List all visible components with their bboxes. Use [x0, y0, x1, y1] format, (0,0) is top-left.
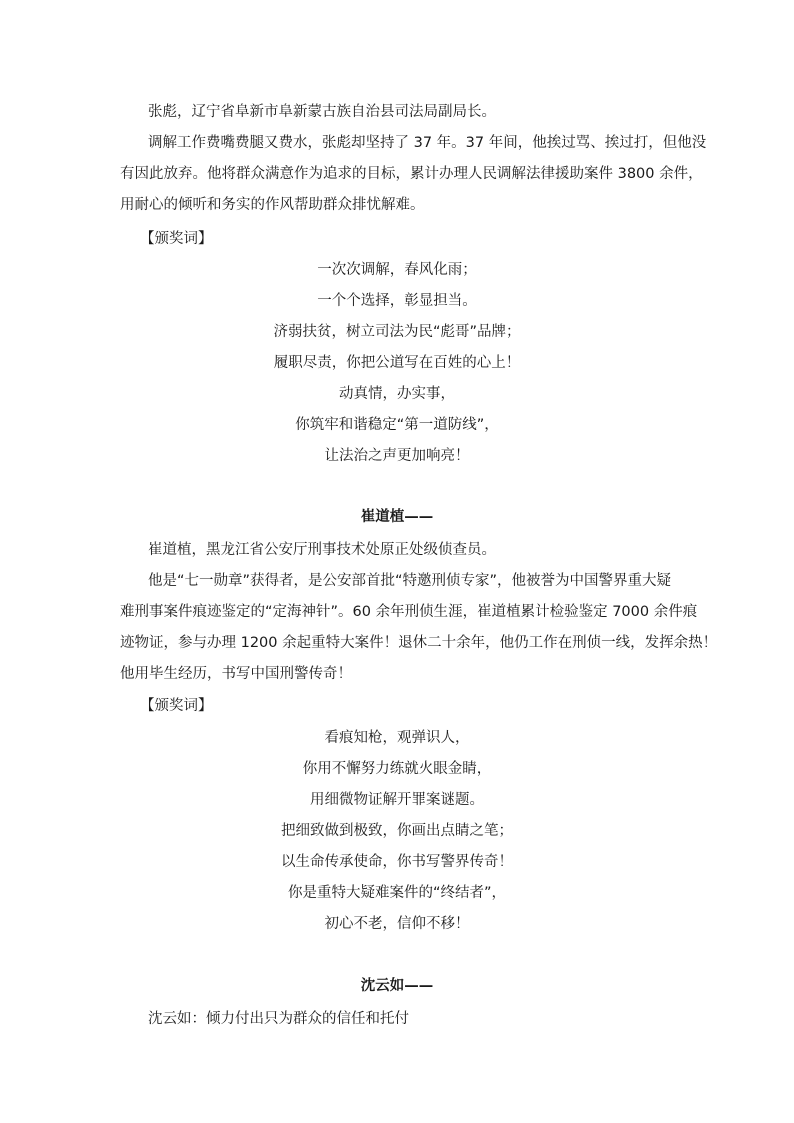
award-line: 用细微物证解开罪案谜题。	[310, 792, 484, 808]
section-heading-cuidaozhi: 崔道植——	[360, 509, 434, 525]
paragraph-line: 迹物证，参与办理 1200 余起重特大案件！退休二十余年，他仍工作在刑侦一线，发挥余热！	[120, 635, 718, 651]
award-line: 你筑牢和谐稳定“第一道防线”，	[295, 417, 499, 433]
paragraph-line: 难刑事案件痕迹鉴定的“定海神针”。60 余年刑侦生涯，崔道植累计检验鉴定 7000 余件痕	[120, 604, 698, 620]
award-line: 济弱扶贫，树立司法为民“彪哥”品牌；	[273, 324, 521, 340]
award-label: 【颁奖词】	[140, 698, 213, 714]
intro-shenyunru: 沈云如：倾力付出只为群众的信任和托付	[148, 1011, 409, 1027]
intro-cuidaozhi: 崔道植，黑龙江省公安厅刑事技术处原正处级侦查员。	[148, 542, 496, 558]
paragraph-line: 他用毕生经历，书写中国刑警传奇！	[120, 666, 352, 682]
award-line: 以生命传承使命，你书写警界传奇！	[281, 854, 513, 870]
paragraph-line: 有因此放弃。他将群众满意作为追求的目标，累计办理人民调解法律援助案件 3800 余件，	[120, 166, 703, 182]
award-line: 把细致做到极致，你画出点睛之笔；	[281, 823, 513, 839]
award-line: 初心不老，信仰不移！	[324, 916, 470, 932]
award-line: 让法治之声更加响亮！	[324, 448, 470, 464]
award-line: 一个个选择，彰显担当。	[317, 293, 477, 309]
paragraph-line: 调解工作费嘴费腿又费水，张彪却坚持了 37 年。37 年间，他挨过骂、挨过打，但他没	[148, 135, 707, 151]
award-line: 你是重特大疑难案件的“终结者”，	[287, 885, 507, 901]
paragraph-line: 用耐心的倾听和务实的作风帮助群众排忧解难。	[120, 197, 425, 213]
paragraph-line: 他是“七一勋章”获得者，是公安部首批“特邀刑侦专家”，他被誉为中国警界重大疑	[148, 573, 672, 589]
award-label: 【颁奖词】	[140, 231, 213, 247]
award-line: 看痕知枪，观弹识人，	[324, 730, 470, 746]
award-line: 一次次调解，春风化雨；	[317, 262, 477, 278]
award-line: 你用不懈努力练就火眼金睛，	[302, 761, 492, 777]
section-heading-shenyunru: 沈云如——	[360, 978, 434, 994]
award-line: 动真情，办实事，	[339, 386, 455, 402]
award-line: 履职尽责，你把公道写在百姓的心上！	[273, 355, 521, 371]
intro-zhangbiao: 张彪，辽宁省阜新市阜新蒙古族自治县司法局副局长。	[148, 104, 496, 120]
